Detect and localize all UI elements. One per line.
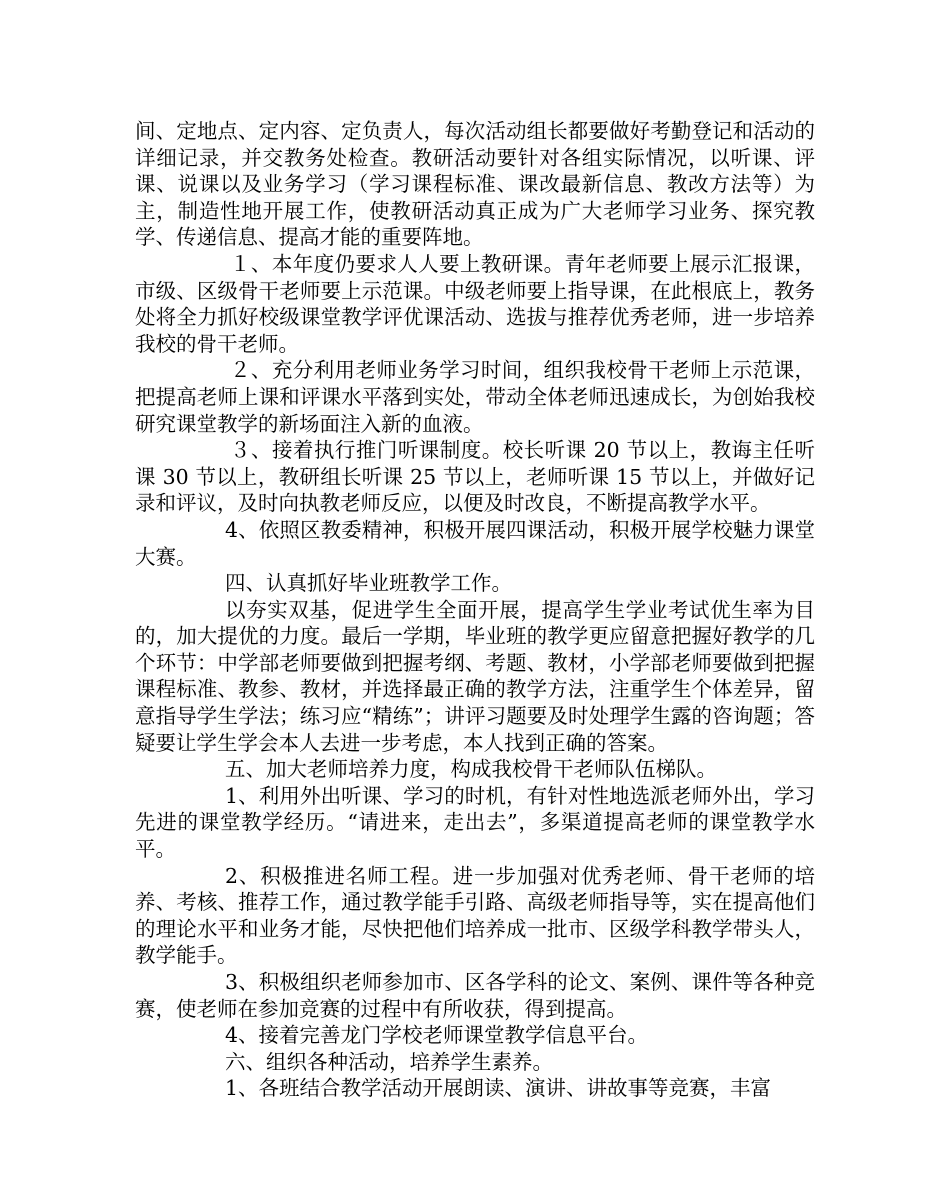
paragraph-information-platform: 4、接着完善龙门学校老师课堂教学信息平台。 <box>225 1023 649 1048</box>
section-heading-student-activities: 六、组织各种活动，培养学生素养。 <box>225 1049 553 1074</box>
section-heading-graduating-class: 四、认真抓好毕业班教学工作。 <box>225 571 512 596</box>
paragraph-external-study: 1、利用外出听课、学习的时机，有针对性地选派老师外出，学习先进的课堂教学经历。“请进来，走出去”，多渠道提高老师的课堂教学水平。 <box>135 783 815 862</box>
paragraph-research-lessons: １、本年度仍要求人人要上教研课。青年老师要上展示汇报课，市级、区级骨干老师要上示范课。中级老师要上指导课，在此根底上，教务处将全力抓好校级课堂教学评优课活动、选拔与推荐优秀老师，进一步培养我校的骨干老师。 <box>135 251 815 356</box>
paragraph-class-activities: 1、各班结合教学活动开展朗读、演讲、讲故事等竞赛，丰富 <box>225 1076 772 1101</box>
paragraph-teaching-research-continued: 间、定地点、定内容、定负责人，每次活动组长都要做好考勤登记和活动的详细记录，并交教务处检查。教研活动要针对各组实际情况，以听课、评课、说课以及业务学习（学习课程标准、课改最新信息、教改方法等）为主，制造性地开展工作，使教研活动真正成为广大老师学习业务、探究教学、传递信息、提高才能的重要阵地。 <box>135 119 815 250</box>
paragraph-competitions: 3、积极组织老师参加市、区各学科的论文、案例、课件等各种竞赛，使老师在参加竞赛的过程中有所收获，得到提高。 <box>135 970 815 1021</box>
paragraph-four-lessons-activity: 4、依照区教委精神，积极开展四课活动，积极开展学校魅力课堂大赛。 <box>135 517 815 569</box>
paragraph-graduating-class: 以夯实双基，促进学生全面开展，提高学生学业考试优生率为目的，加大提优的力度。最后一学期，毕业班的教学更应留意把握好教学的几个环节：中学部老师要做到把握考纲、考题、教材，小学部老师要做到把握课程标准、教参、教材，并选择最正确的教学方法，注重学生个体差异，留意指导学生学法；练习应“精练”；讲评习题要及时处理学生露的咨询题；答疑要让学生学会本人去进一步考虑，本人找到正确的答案。 <box>135 597 815 755</box>
paragraph-famous-teacher-project: 2、积极推进名师工程。进一步加强对优秀老师、骨干老师的培养、考核、推荐工作，通过教学能手引路、高级老师指导等，实在提高他们的理论水平和业务才能，尽快把他们培养成一批市、区级学科教学带头人，教学能手。 <box>135 863 815 968</box>
paragraph-business-study-time: ２、充分利用老师业务学习时间，组织我校骨干老师上示范课，把提高老师上课和评课水平落到实处，带动全体老师迅速成长，为创始我校研究课堂教学的新场面注入新的血液。 <box>135 358 815 436</box>
paragraph-lesson-observation: ３、接着执行推门听课制度。校长听课 20 节以上，教诲主任听课 30 节以上，教研组长听课 25 节以上，老师听课 15 节以上，并做好记录和评议，及时向执教老师反应，以便及时改良，不断提高教学水平。 <box>135 438 815 516</box>
document-page <box>135 118 815 1102</box>
section-heading-teacher-training: 五、加大老师培养力度，构成我校骨干老师队伍梯队。 <box>225 757 717 782</box>
